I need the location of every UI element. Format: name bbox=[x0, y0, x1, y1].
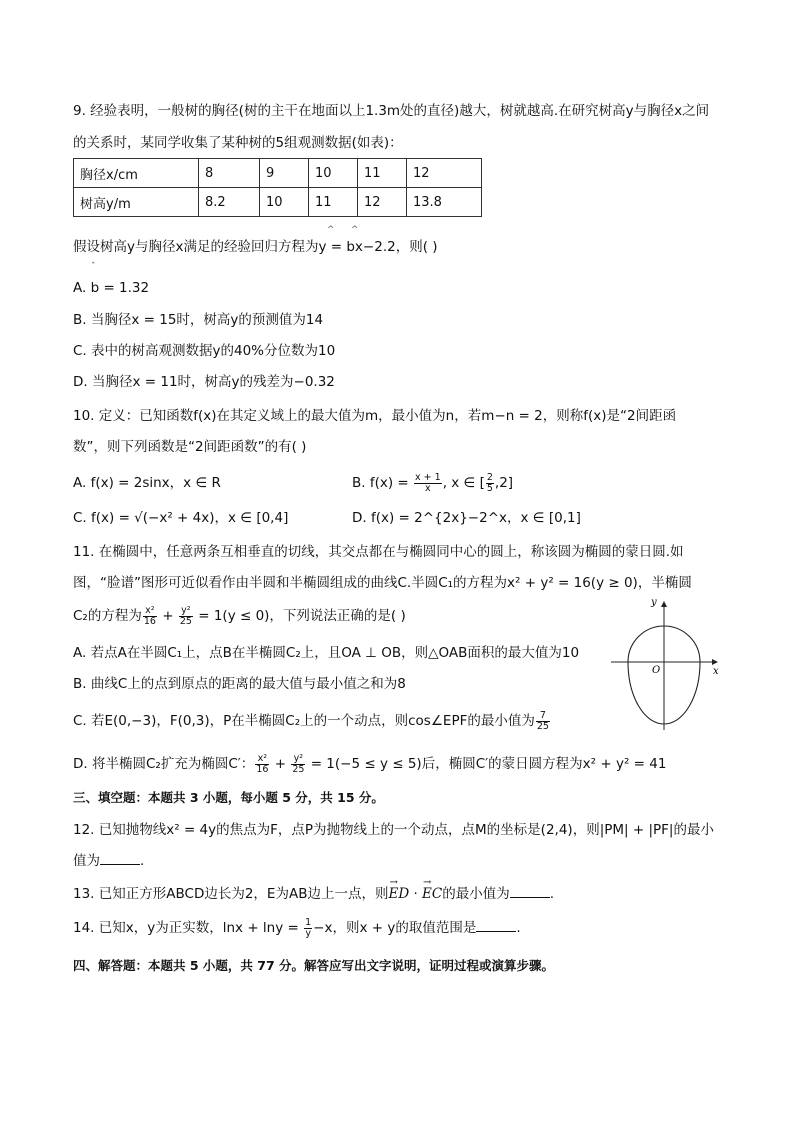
fraction-numerator: y² bbox=[179, 606, 193, 617]
q9-stem: 假设树高y与胸径x满足的经验回归方程为y = bx−2.2，则( ) bbox=[73, 239, 438, 255]
q9-option-b: B. 当胸径x = 15时，树高y的预测值为14 bbox=[73, 312, 324, 328]
fraction-numerator: x + 1 bbox=[415, 471, 441, 483]
plus-sign: + bbox=[157, 608, 178, 624]
q10-b-prefix: B. f(x) = bbox=[352, 475, 414, 491]
q10-line1: 10. 定义：已知函数f(x)在其定义域上的最大值为m，最小值为n，若m−n = 2，则称f(x)是“2间距函 bbox=[73, 408, 677, 424]
fraction bbox=[486, 473, 494, 494]
table-cell: 12 bbox=[358, 188, 407, 217]
q9-line2: 的关系时，某同学收集了某种树的5组观测数据(如表)： bbox=[73, 135, 403, 151]
y-axis-label: y bbox=[651, 597, 657, 608]
q13-line bbox=[73, 884, 554, 904]
answer-blank[interactable] bbox=[510, 885, 550, 898]
fraction-numerator: 2 bbox=[486, 471, 493, 483]
face-curve-figure bbox=[609, 596, 727, 734]
q11-option-c bbox=[73, 707, 551, 735]
q10-b-post: ,2] bbox=[494, 475, 514, 491]
hat-mark: ˆ bbox=[91, 262, 96, 272]
table-cell: 10 bbox=[260, 188, 309, 217]
fraction-denominator: x bbox=[425, 482, 431, 494]
x-axis-label: x bbox=[713, 666, 719, 677]
q10-option-c: C. f(x) = √(−x² + 4x)，x ∈ [0,4] bbox=[73, 510, 289, 526]
q11-option-a: A. 若点A在半圆C₁上，点B在半椭圆C₂上，且OA ⊥ OB，则△OAB面积的最大值为10 bbox=[73, 645, 580, 661]
origin-label: O bbox=[652, 665, 661, 676]
fraction bbox=[143, 606, 157, 627]
fraction-denominator: 25 bbox=[179, 615, 192, 627]
q14-text: 14. 已知x，y为正实数，lnx + lny = bbox=[73, 920, 304, 936]
answer-blank[interactable] bbox=[476, 919, 516, 932]
fraction-denominator: 25 bbox=[536, 720, 549, 732]
fraction bbox=[255, 754, 269, 775]
q11-d-prefix: D. 将半椭圆C₂扩充为椭圆C′： bbox=[73, 756, 255, 772]
table-header-cell: 胸径x/cm bbox=[74, 159, 199, 188]
table-cell: 11 bbox=[358, 159, 407, 188]
fraction bbox=[291, 754, 305, 775]
q9-option-d: D. 当胸径x = 11时，树高y的残差为−0.32 bbox=[73, 374, 335, 390]
q10-option-d: D. f(x) = 2^{2x}−2^x，x ∈ [0,1] bbox=[352, 510, 581, 526]
q13-text: 13. 已知正方形ABCD边长为2，E为AB边上一点，则 bbox=[73, 886, 389, 902]
q12-line2-text: 值为 bbox=[73, 853, 100, 869]
period: . bbox=[140, 853, 145, 869]
q12-line1: 12. 已知抛物线x² = 4y的焦点为F，点P为抛物线上的一个动点，点M的坐标是(2,4)，则|PM| + |PF|的最小 bbox=[73, 822, 714, 838]
fraction-numerator: x² bbox=[255, 754, 269, 765]
table-cell: 13.8 bbox=[407, 188, 482, 217]
q11-line3 bbox=[73, 602, 406, 630]
fraction bbox=[536, 711, 550, 732]
table-row bbox=[74, 188, 482, 217]
fraction bbox=[179, 606, 193, 627]
q11-option-d bbox=[73, 750, 666, 778]
q14-suffix: −x，则x + y的取值范围是 bbox=[313, 920, 477, 936]
fraction-numerator: x² bbox=[143, 606, 157, 617]
q12-line2 bbox=[73, 851, 144, 871]
fraction-denominator: 25 bbox=[292, 763, 305, 775]
hat-mark: ^ bbox=[327, 225, 335, 235]
table-cell: 9 bbox=[260, 159, 309, 188]
observation-table bbox=[73, 158, 482, 217]
dot-operator: · bbox=[409, 886, 423, 902]
section-3-heading: 三、填空题：本题共 3 小题，每小题 5 分，共 15 分。 bbox=[73, 790, 384, 805]
q11-line3-suffix: = 1(y ≤ 0)，下列说法正确的是( ) bbox=[193, 608, 406, 624]
q11-c-text: C. 若E(0,−3)，F(0,3)，P在半椭圆C₂上的一个动点，则cos∠EPF的最小值为 bbox=[73, 713, 535, 729]
fraction-denominator: y bbox=[305, 927, 311, 939]
fraction-numerator: 1 bbox=[305, 916, 312, 928]
q9-option-c: C. 表中的树高观测数据y的40%分位数为10 bbox=[73, 343, 336, 359]
fraction-numerator: 7 bbox=[536, 711, 550, 722]
q10-option-a: A. f(x) = 2sinx，x ∈ R bbox=[73, 475, 221, 491]
q11-d-suffix: = 1(−5 ≤ y ≤ 5)后，椭圆C′的蒙日圆方程为x² + y² = 41 bbox=[306, 756, 667, 772]
fraction-denominator: 5 bbox=[486, 482, 493, 494]
table-cell: 12 bbox=[407, 159, 482, 188]
table-cell: 11 bbox=[309, 188, 358, 217]
period: . bbox=[549, 886, 555, 902]
q11-line1: 11. 在椭圆中，任意两条互相垂直的切线，其交点都在与椭圆同中心的圆上，称该圆为椭圆的蒙日圆.如 bbox=[73, 544, 684, 560]
q10-option-b bbox=[352, 469, 513, 497]
table-cell: 8 bbox=[199, 159, 260, 188]
q10-line2: 数”，则下列函数是“2间距函数”的有( ) bbox=[73, 439, 307, 455]
q14-line bbox=[73, 914, 521, 942]
plus-sign: + bbox=[270, 756, 291, 772]
q9-line1: 9. 经验表明，一般树的胸径(树的主干在地面以上1.3m处的直径)越大，树就越高.在研究树高y与胸径x之间 bbox=[73, 103, 710, 119]
q11-line2: 图，“脸谱”图形可近似看作由半圆和半椭圆组成的曲线C.半圆C₁的方程为x² + y² = 16(y ≥ 0)，半椭圆 bbox=[73, 575, 692, 591]
q9-option-a: A. b = 1.32 bbox=[73, 280, 150, 296]
q13-suffix: 的最小值为 bbox=[442, 886, 510, 902]
period: . bbox=[516, 920, 521, 936]
table-cell: 8.2 bbox=[199, 188, 260, 217]
table-header-cell: 树高y/m bbox=[74, 188, 199, 217]
fraction-numerator: y² bbox=[291, 754, 305, 765]
table-row bbox=[74, 159, 482, 188]
vector-ec: → EC bbox=[422, 884, 442, 904]
q11-line3-prefix: C₂的方程为 bbox=[73, 608, 142, 624]
hat-mark: ^ bbox=[351, 225, 359, 235]
q10-b-mid: , x ∈ [ bbox=[442, 475, 485, 491]
fraction bbox=[304, 918, 312, 939]
section-4-heading: 四、解答题：本题共 5 小题，共 77 分。解答应写出文字说明，证明过程或演算步骤。 bbox=[73, 958, 555, 973]
q11-option-b: B. 曲线C上的点到原点的距离的最大值与最小值之和为8 bbox=[73, 676, 406, 692]
fraction bbox=[414, 473, 442, 494]
fraction-denominator: 16 bbox=[256, 763, 269, 775]
vector-ed: → ED bbox=[388, 884, 409, 904]
answer-blank[interactable] bbox=[100, 852, 140, 865]
fraction-denominator: 16 bbox=[143, 615, 156, 627]
table-cell: 10 bbox=[309, 159, 358, 188]
